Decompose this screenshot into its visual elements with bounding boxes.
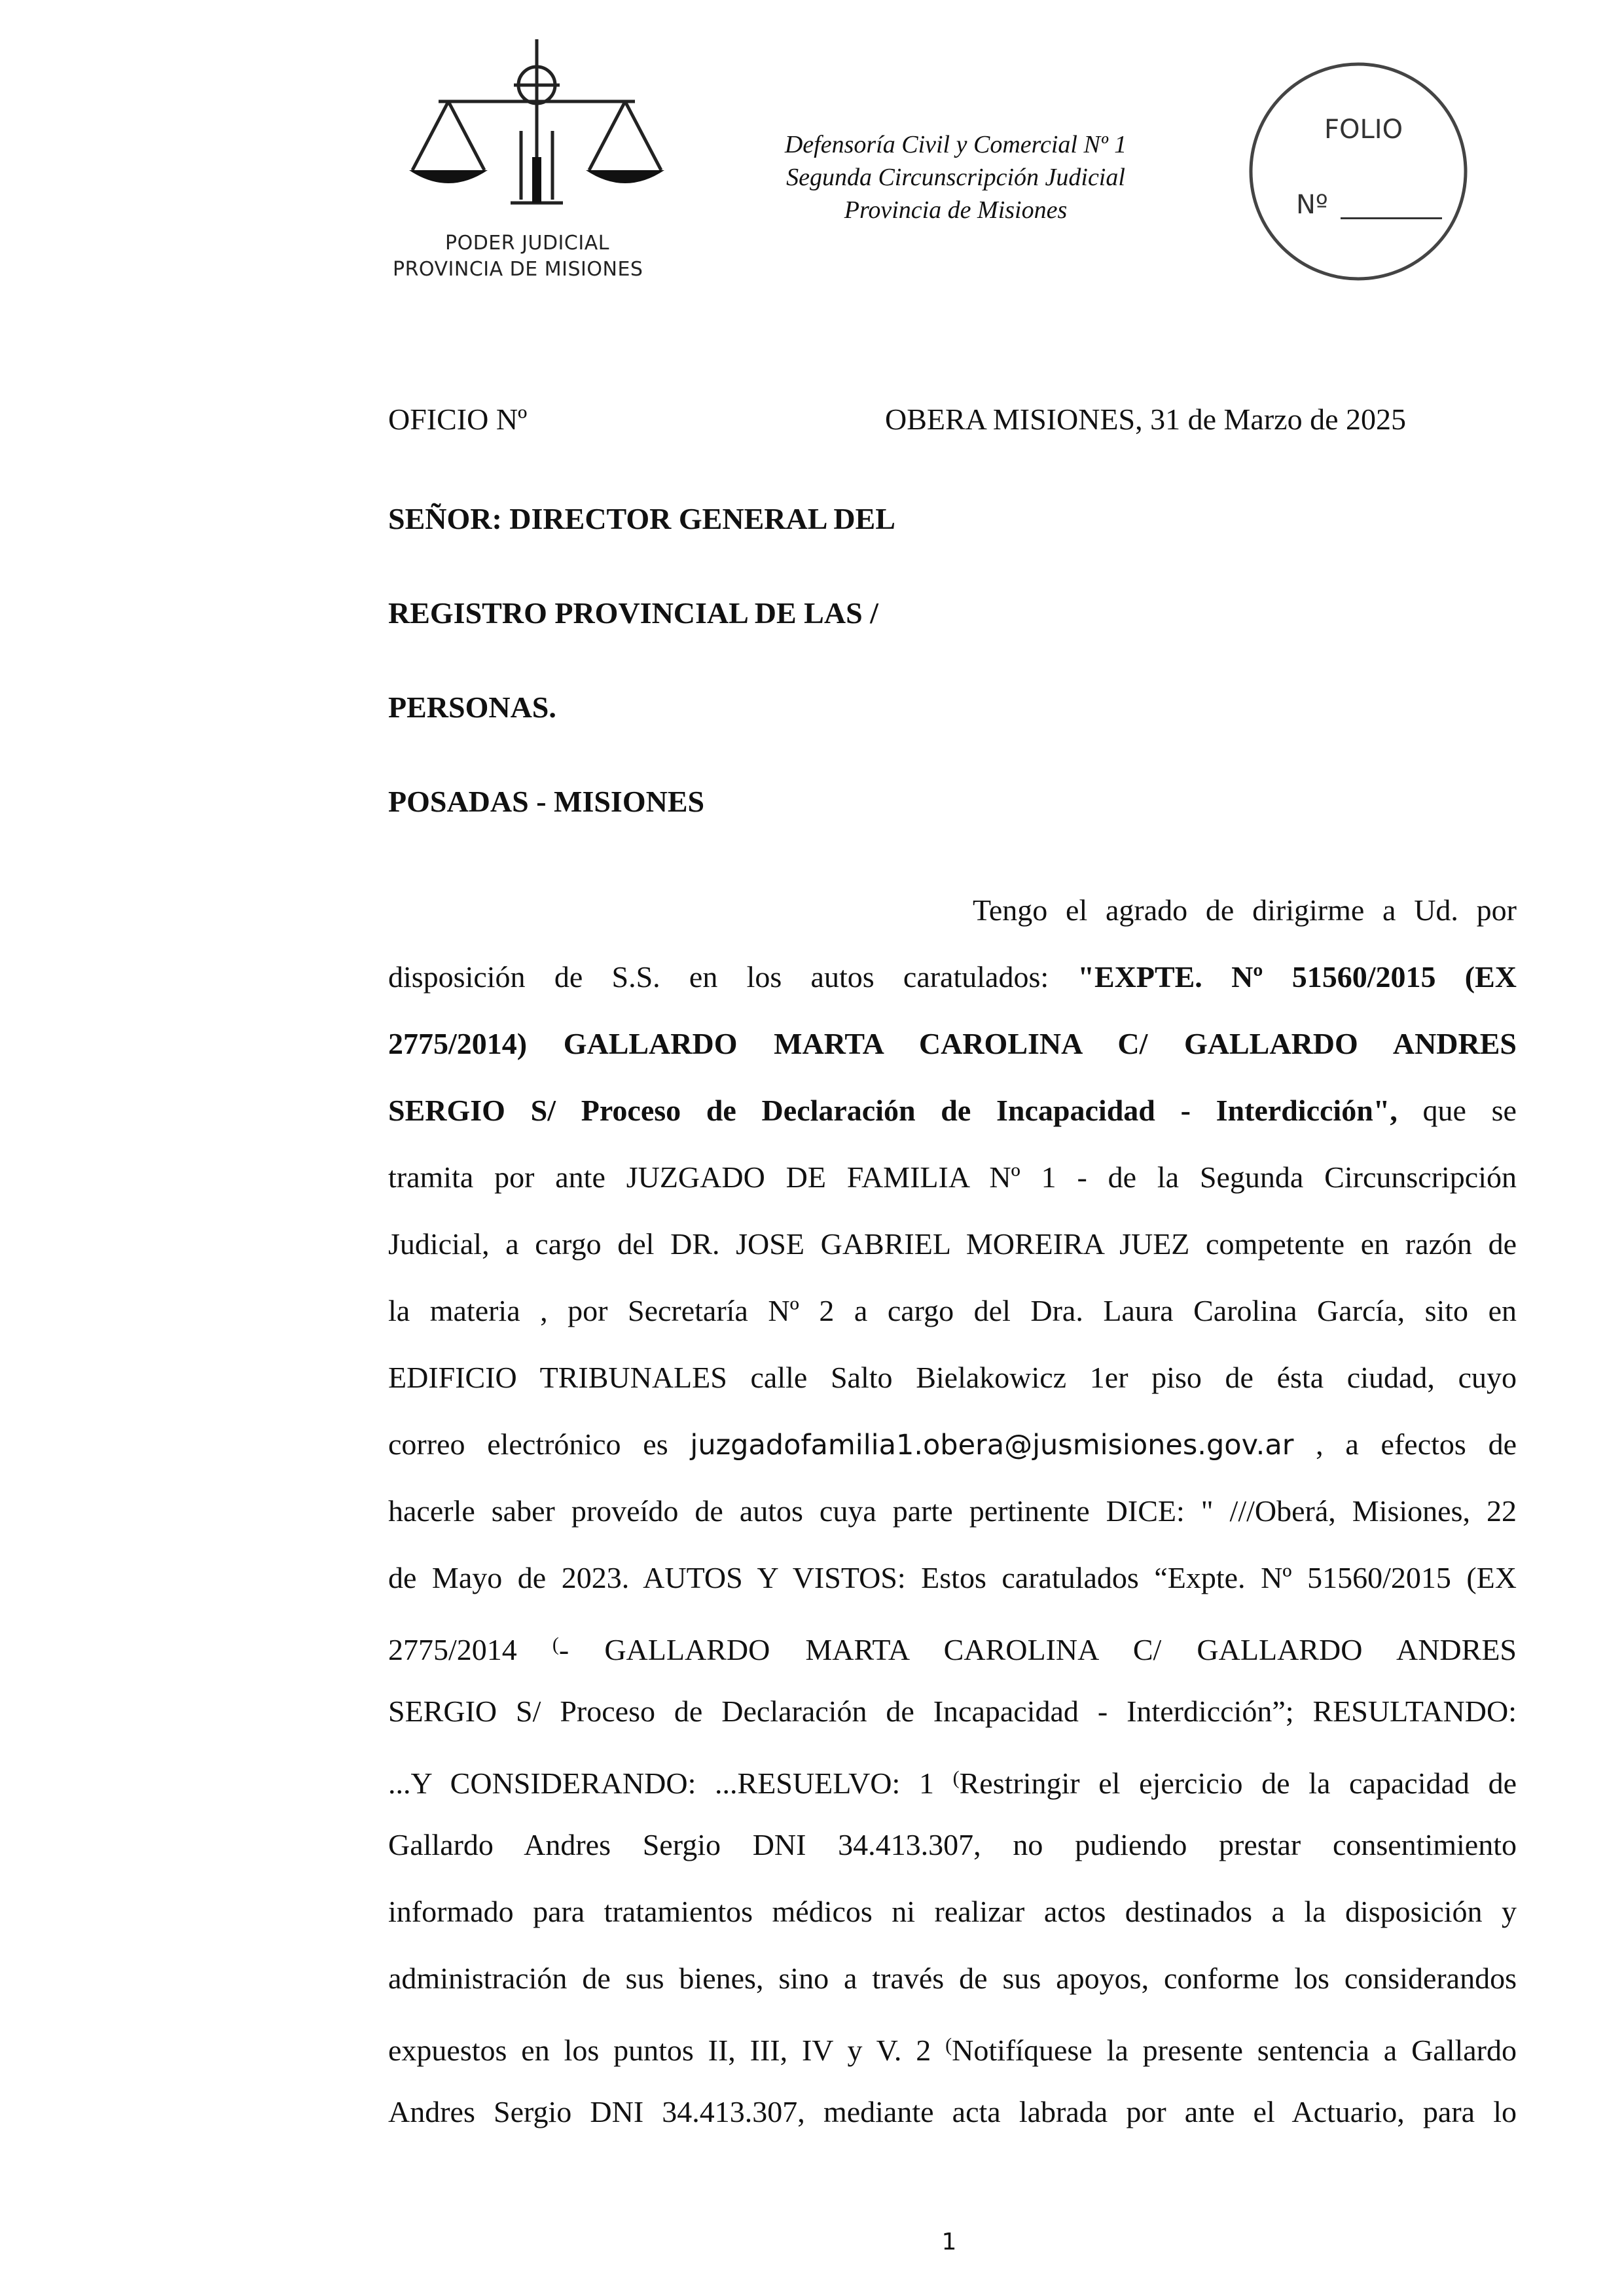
logo-caption xyxy=(393,230,694,283)
body-text: administración de sus bienes, sino a través de sus apoyos, conforme los considerandos xyxy=(388,1962,1517,1995)
body-text: Gallardo Andres Sergio DNI 34.413.307, no pudiendo prestar consentimiento xyxy=(388,1828,1517,1861)
recipient-line: POSADAS - MISIONES xyxy=(388,785,705,818)
body-line xyxy=(388,1278,1517,1344)
body-text: 2775/2014 xyxy=(388,1633,552,1666)
body-line xyxy=(388,877,1517,944)
body-line xyxy=(388,1478,1517,1545)
superscript-mark: ( xyxy=(945,2034,952,2056)
body-line xyxy=(388,1144,1517,1211)
body-line xyxy=(388,1945,1517,2012)
folio-stamp-number-label: Nº xyxy=(1296,190,1328,220)
body-line xyxy=(388,1211,1517,1278)
body-text: Tengo el agrado de dirigirme a Ud. por xyxy=(973,893,1517,927)
body-paragraph xyxy=(388,877,1517,2145)
body-line xyxy=(388,1611,1517,1678)
body-text: , a efectos de xyxy=(1293,1427,1517,1461)
logo-caption-line: PROVINCIA DE MISIONES xyxy=(393,258,643,281)
page-number: 1 xyxy=(941,2229,957,2255)
court-email: juzgadofamilia1.obera@jusmisiones.gov.ar xyxy=(690,1429,1294,1462)
case-title-text: "EXPTE. Nº 51560/2015 (EX xyxy=(1077,960,1517,994)
body-line xyxy=(388,1812,1517,1878)
folio-stamp-number-line xyxy=(1341,217,1442,219)
folio-stamp-title: FOLIO xyxy=(1324,115,1403,145)
body-text: ...Y CONSIDERANDO: ...RESUELVO: 1 xyxy=(388,1767,953,1800)
body-line xyxy=(388,2012,1517,2079)
logo-left-pan xyxy=(409,170,488,183)
body-text: disposición de S.S. en los autos caratulados: xyxy=(388,960,1078,994)
body-line xyxy=(388,1745,1517,1812)
body-text: - GALLARDO MARTA CAROLINA C/ GALLARDO ANDRES xyxy=(558,1633,1517,1666)
body-line xyxy=(388,944,1517,1011)
body-line xyxy=(388,1344,1517,1411)
body-text: Restringir el ejercicio de la capacidad de xyxy=(959,1767,1517,1800)
recipient-line: REGISTRO PROVINCIAL DE LAS / xyxy=(388,596,878,630)
body-text: correo electrónico es xyxy=(388,1427,691,1461)
body-line xyxy=(388,1411,1517,1478)
logo-right-pan xyxy=(586,170,664,183)
body-line xyxy=(388,2079,1517,2145)
body-line xyxy=(388,1077,1517,1144)
body-text: de Mayo de 2023. AUTOS Y VISTOS: Estos caratulados “Expte. Nº 51560/2015 (EX xyxy=(388,1561,1517,1594)
body-line xyxy=(388,1545,1517,1611)
body-text: tramita por ante JUZGADO DE FAMILIA Nº 1 - de la Segunda Circunscripción xyxy=(388,1160,1517,1194)
body-text: hacerle saber proveído de autos cuya parte pertinente DICE: " ///Oberá, Misiones, 22 xyxy=(388,1494,1517,1528)
superscript-mark: ( xyxy=(952,1767,960,1789)
body-line xyxy=(388,1878,1517,1945)
office-line: Defensoría Civil y Comercial Nº 1 xyxy=(784,131,1127,158)
body-text: Andres Sergio DNI 34.413.307, mediante acta labrada por ante el Actuario, para lo xyxy=(388,2095,1517,2128)
body-line xyxy=(388,1678,1517,1745)
office-heading xyxy=(740,128,1172,226)
superscript-mark: ( xyxy=(552,1634,559,1655)
recipient-line: PERSONAS. xyxy=(388,691,556,724)
case-title-text: 2775/2014) GALLARDO MARTA CAROLINA C/ GALLARDO ANDRES xyxy=(388,1027,1517,1060)
case-title-text: SERGIO S/ Proceso de Declaración de Incapacidad - Interdicción", xyxy=(388,1094,1398,1127)
logo-caption-line: PODER JUDICIAL xyxy=(445,232,609,255)
body-text: Notifíquese la presente sentencia a Gallardo xyxy=(952,2034,1517,2067)
oficio-label: OFICIO Nº xyxy=(388,403,528,436)
body-text: informado para tratamientos médicos ni realizar actos destinados a la disposición y xyxy=(388,1895,1517,1928)
office-line: Provincia de Misiones xyxy=(844,196,1068,224)
body-line xyxy=(388,1011,1517,1077)
body-text: EDIFICIO TRIBUNALES calle Salto Bielakowicz 1er piso de ésta ciudad, cuyo xyxy=(388,1361,1517,1394)
body-text: que se xyxy=(1397,1094,1517,1127)
body-text: Judicial, a cargo del DR. JOSE GABRIEL MOREIRA JUEZ competente en razón de xyxy=(388,1227,1517,1261)
body-text: SERGIO S/ Proceso de Declaración de Incapacidad - Interdicción”; RESULTANDO: xyxy=(388,1695,1517,1728)
body-text: expuestos en los puntos II, III, IV y V. 2 xyxy=(388,2034,946,2067)
office-line: Segunda Circunscripción Judicial xyxy=(786,164,1125,191)
body-text: la materia , por Secretaría Nº 2 a cargo del Dra. Laura Carolina García, sito en xyxy=(388,1294,1517,1327)
recipient-line: SEÑOR: DIRECTOR GENERAL DEL xyxy=(388,502,895,535)
folio-stamp xyxy=(1247,60,1470,283)
place-date: OBERA MISIONES, 31 de Marzo de 2025 xyxy=(885,403,1406,436)
